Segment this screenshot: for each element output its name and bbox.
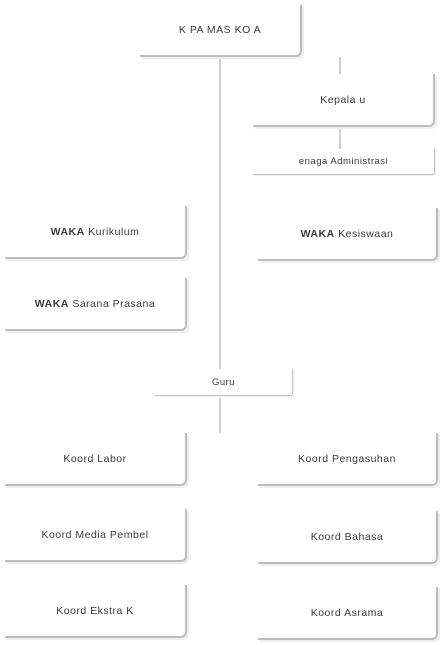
waka-kesiswaan-prefix: WAKA xyxy=(300,227,335,240)
node-waka-kurikulum xyxy=(5,206,187,259)
node-koord-ekstra: Koord Ekstra K xyxy=(5,585,187,638)
waka-kurikulum-label: Kurikulum xyxy=(88,225,140,238)
waka-kesiswaan-label: Kesiswaan xyxy=(338,227,394,240)
node-koord-asrama: Koord Asrama xyxy=(258,587,438,640)
waka-sarpras-prefix: WAKA xyxy=(34,297,69,310)
waka-sarpras-label: Sarana Prasana xyxy=(72,297,156,310)
node-top: K PA MAS KO A xyxy=(140,5,302,57)
node-koord-bahasa: Koord Bahasa xyxy=(258,511,438,564)
node-tenaga-administrasi: enaga Administrasi xyxy=(253,149,435,175)
node-koord-media-pembel: Koord Media Pembel xyxy=(5,509,187,562)
node-guru: Guru xyxy=(155,369,293,396)
node-kepala-tu: Kepala u xyxy=(253,74,435,127)
node-waka-sarpras xyxy=(5,278,187,331)
node-waka-kesiswaan xyxy=(258,208,438,261)
node-koord-pengasuhan: Koord Pengasuhan xyxy=(258,433,438,486)
waka-kurikulum-prefix: WAKA xyxy=(50,225,85,238)
node-koord-labor: Koord Labor xyxy=(5,433,187,486)
